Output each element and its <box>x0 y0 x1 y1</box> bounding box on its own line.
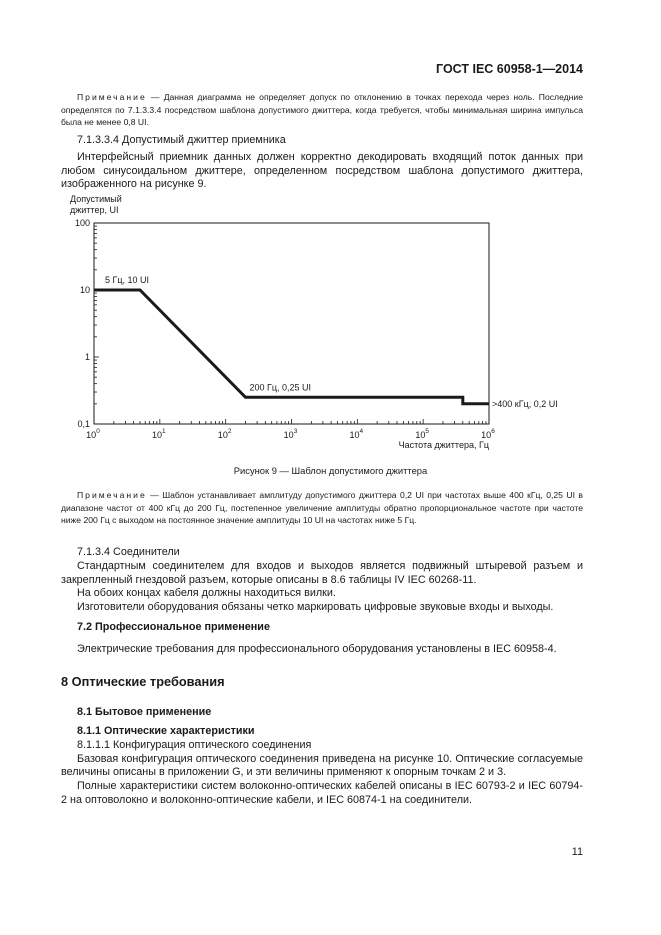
paragraph: Изготовители оборудования обязаны четко маркировать цифровые звуковые входы и выходы. <box>77 601 554 614</box>
section-811 <box>61 725 583 808</box>
section-72 <box>61 621 583 657</box>
figure-caption: Рисунок 9 — Шаблон допустимого джиттера <box>233 465 428 476</box>
note-1 <box>61 91 583 129</box>
section-title: 8.1.1 Оптические характеристики <box>77 725 255 737</box>
note-2 <box>61 489 583 527</box>
x-tick-label: $10^3$ <box>283 428 298 440</box>
section-7134 <box>61 546 583 615</box>
y-axis-label-line2: джиттер, UI <box>70 205 119 215</box>
y-tick-label: 1 <box>84 352 90 362</box>
annotation-400khz: >400 кГц, 0,2 UI <box>492 398 558 409</box>
section-title: 7.1.3.4 Соединители <box>77 546 180 558</box>
page-number: 11 <box>571 846 583 858</box>
note-label: Примечание <box>77 92 147 102</box>
y-axis-label-line1: Допустимый <box>70 194 122 204</box>
x-tick-label: $10^6$ <box>481 428 495 440</box>
paragraph: Полные характеристики систем волоконно-оптических кабелей описаны в IEC 60793-2 и IEC 60794-2 на оптоволокно и волоконно-оптические кабели, и IEC 60874-1 на соединители. <box>61 780 583 806</box>
paragraph: На обоих концах кабеля должны находиться вилки. <box>77 587 336 600</box>
y-tick-label: 0,1 <box>77 419 90 429</box>
note-text: — Данная диаграмма не определяет допуск по отклонению в точках перехода через ноль. Последние определятся по 7.1.3.3.4 посредством шаблона допустимого джиттера, когда требуется, чтобы минимальная ширина импульса была не менее 0,8 UI. <box>61 92 583 128</box>
note-label: Примечание <box>77 490 147 500</box>
section-81 <box>61 706 583 720</box>
jitter-tolerance-chart <box>0 185 661 485</box>
section-71334 <box>61 134 583 192</box>
note-text: — Шаблон устанавливает амплитуду допустимого джиттера 0,2 UI при частотах выше 400 кГц, 0,25 UI в диапазоне частот от 400 кГц до 200 Гц, постепенное увеличение амплитуды обратно пропорциональное частоте при частоте ниже 200 Гц с выходом на постоянное значение амплитуды 10 UI на частотах ниже 5 Гц. <box>61 490 583 526</box>
paragraph: Электрические требования для профессионального оборудования установлены в IEC 60958-4. <box>77 642 557 655</box>
subsection-title: 8.1.1.1 Конфигурация оптического соединения <box>77 738 312 751</box>
section-title: 8.1 Бытовое применение <box>77 706 212 718</box>
x-tick-labels <box>86 428 495 440</box>
annotation-200hz: 200 Гц, 0,25 UI <box>249 382 312 393</box>
x-tick-label: $10^0$ <box>86 428 100 440</box>
plot-frame <box>94 223 489 424</box>
axis-ticks <box>94 226 489 424</box>
section-8-title: 8 Оптические требования <box>61 674 225 689</box>
x-tick-label: $10^5$ <box>415 428 429 440</box>
y-tick-label: 100 <box>74 218 90 228</box>
section-title: 7.2 Профессиональное применение <box>77 621 270 633</box>
x-tick-label: $10^1$ <box>152 428 166 440</box>
section-title: 7.1.3.3.4 Допустимый джиттер приемника <box>77 134 286 146</box>
y-tick-label: 10 <box>79 285 90 295</box>
document-header: ГОСТ IEC 60958-1—2014 <box>436 62 583 76</box>
paragraph: Базовая конфигурация оптического соединения приведена на рисунке 10. Оптические согласуемые величины описаны в приложении G, и эти величины применяют к опорным точкам 2 и 3. <box>61 752 583 779</box>
y-tick-labels <box>75 218 90 429</box>
x-axis-label: Частота джиттера, Гц <box>398 440 489 450</box>
annotation-5hz: 5 Гц, 10 UI <box>105 275 150 285</box>
x-tick-label: $10^4$ <box>349 428 364 440</box>
paragraph: Стандартным соединителем для входов и выходов является подвижный штыревой разъем и закрепленный гнездовой разъем, которые описаны в 8.6 таблицы IV IEC 60268-11. <box>61 559 583 586</box>
paragraph: Интерфейсный приемник данных должен корректно декодировать входящий поток данных при любом синусоидальном джиттере, определенном посредством шаблона допустимого джиттера, изображенного на рисунке 9. <box>61 150 583 191</box>
x-tick-label: $10^2$ <box>217 428 232 440</box>
